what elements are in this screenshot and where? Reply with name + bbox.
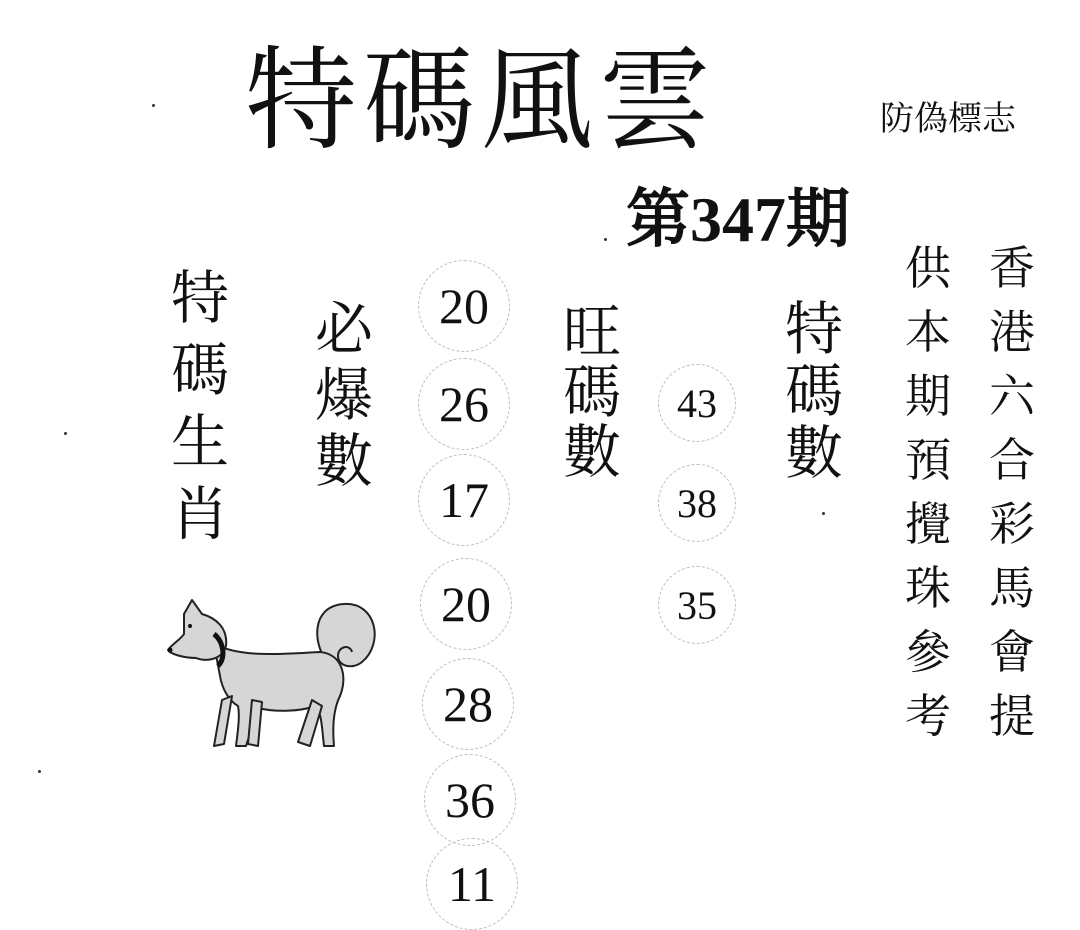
hot-number-ball: 38 (658, 464, 736, 542)
side-row (905, 364, 1035, 428)
side-char: 彩 (989, 497, 1035, 551)
side-row (905, 428, 1035, 492)
sure-number-ball: 17 (418, 454, 510, 546)
sure-heading-char: 數 (314, 427, 373, 495)
zodiac-heading-char: 生 (170, 408, 229, 476)
side-row (905, 492, 1035, 556)
side-char: 香 (989, 241, 1035, 295)
side-row (905, 556, 1035, 620)
side-char: 攪 (905, 497, 951, 551)
hot-number-ball: 43 (658, 364, 736, 442)
side-char: 期 (905, 369, 951, 423)
page-title: 特碼風雲 (245, 36, 717, 166)
zodiac-heading-char: 肖 (170, 480, 229, 548)
side-char: 會 (989, 625, 1035, 679)
side-char: 考 (905, 689, 951, 743)
special-heading-char: 特 (784, 295, 843, 363)
sure-number-ball: 26 (418, 358, 510, 450)
side-char: 馬 (989, 561, 1035, 615)
side-char: 提 (989, 689, 1035, 743)
special-heading-char: 碼 (784, 357, 843, 425)
side-notice (905, 236, 1035, 748)
side-row (905, 684, 1035, 748)
side-char: 本 (905, 305, 951, 359)
side-char: 珠 (905, 561, 951, 615)
issue-number: 第347期 (626, 184, 850, 255)
anti-counterfeit-label: 防偽標志 (880, 99, 1016, 139)
zodiac-heading (168, 262, 232, 550)
hot-heading-char: 碼 (562, 358, 621, 426)
side-char: 港 (989, 305, 1035, 359)
sure-number-ball: 20 (420, 558, 512, 650)
side-row (905, 300, 1035, 364)
sure-number-ball: 28 (422, 658, 514, 750)
sure-number-ball: 36 (424, 754, 516, 846)
zodiac-heading-char: 特 (170, 264, 229, 332)
scan-speck (64, 432, 67, 435)
sure-heading-char: 必 (314, 295, 373, 363)
scan-speck (38, 770, 41, 773)
special-heading-char: 數 (784, 419, 843, 487)
scan-speck (152, 104, 155, 107)
dog-icon (162, 596, 387, 760)
sure-number-ball: 11 (426, 838, 518, 930)
sure-heading-char: 爆 (314, 361, 373, 429)
zodiac-heading-char: 碼 (170, 336, 229, 404)
side-row (905, 236, 1035, 300)
side-char: 六 (989, 369, 1035, 423)
hot-numbers-heading (560, 298, 624, 486)
sure-numbers-heading (312, 296, 376, 494)
side-row (905, 620, 1035, 684)
sure-number-ball: 20 (418, 260, 510, 352)
side-char: 合 (989, 433, 1035, 487)
side-char: 預 (905, 433, 951, 487)
hot-heading-char: 旺 (562, 298, 621, 366)
side-char: 供 (905, 241, 951, 295)
hot-heading-char: 數 (562, 418, 621, 486)
special-numbers-heading (782, 295, 846, 487)
hot-number-ball: 35 (658, 566, 736, 644)
side-char: 參 (905, 625, 951, 679)
scan-speck (822, 512, 825, 515)
scan-speck (604, 238, 607, 241)
